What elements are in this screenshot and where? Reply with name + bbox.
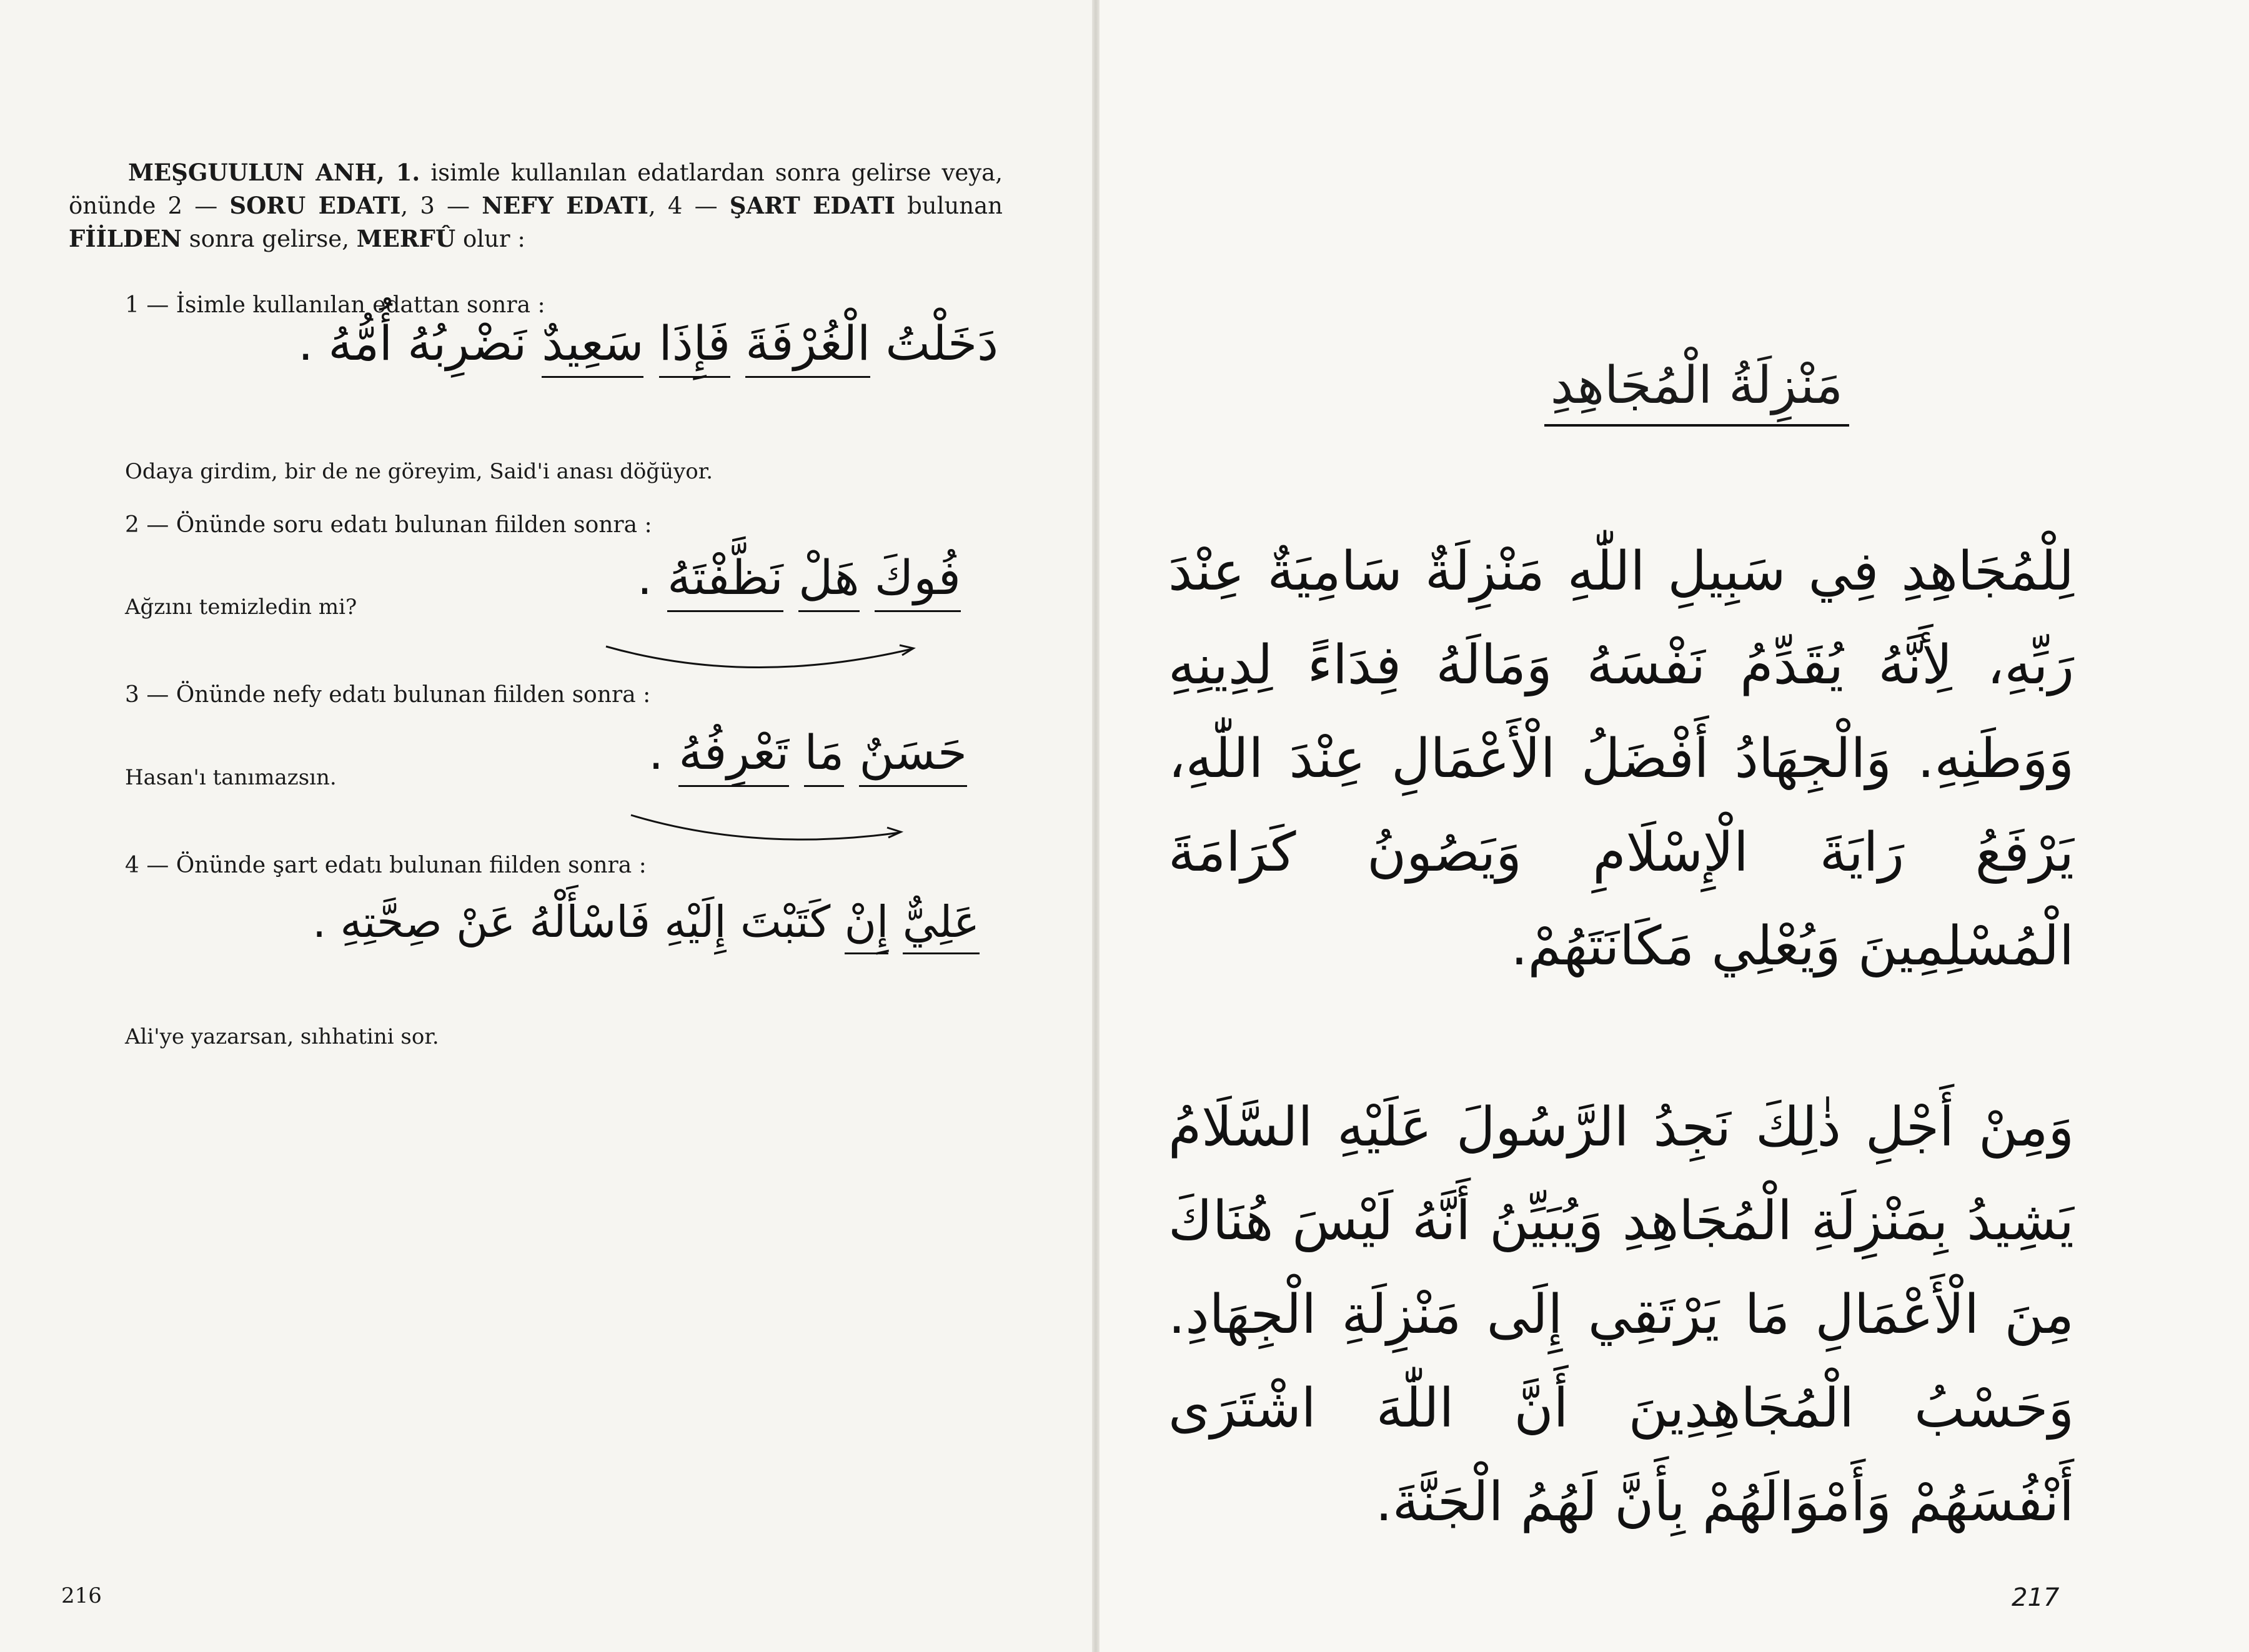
arabic-word: . <box>637 550 652 605</box>
intro-term: NEFY EDATI <box>482 192 648 219</box>
intro-text: , 4 — <box>648 192 730 219</box>
book-gutter <box>1092 0 1100 1652</box>
arabic-word: . <box>312 896 327 947</box>
intro-term: SORU EDATI <box>229 192 401 219</box>
arabic-word: أُمُّهُ <box>328 315 393 371</box>
arabic-word: . <box>298 315 314 371</box>
section-2-heading: 2 — Önünde soru edatı bulunan fiilden sonra : <box>125 512 652 538</box>
arabic-word: صِحَّتِهِ <box>340 896 442 947</box>
section-3-translation: Hasan'ı tanımazsın. <box>125 765 337 790</box>
reference-arrow <box>625 809 912 853</box>
intro-text: isimle kullanılan edatlardan sonra gelirse veya, önünde 2 — <box>69 159 1003 219</box>
arabic-word: هَلْ <box>798 550 860 612</box>
right-page <box>1100 0 2249 1652</box>
section-4-translation: Ali'ye yazarsan, sıhhatini sor. <box>125 1024 439 1049</box>
arabic-word: فَاسْأَلْهُ <box>529 896 651 947</box>
arabic-word: دَخَلْتُ <box>885 315 998 371</box>
section-1-heading: 1 — İsimle kullanılan edattan sonra : <box>125 292 545 318</box>
page-number-right: 217 <box>2012 1583 2060 1612</box>
arabic-word: نَضْرِبُهُ <box>407 315 527 371</box>
section-3-arabic <box>648 725 967 787</box>
arabic-word: نَظَّفْتَهُ <box>667 550 783 612</box>
section-1-translation: Odaya girdim, bir de ne göreyim, Said'i anası döğüyor. <box>125 459 713 484</box>
arabic-word: سَعِيدٌ <box>542 315 643 378</box>
arabic-word: إِلَيْهِ <box>664 896 727 947</box>
section-1-arabic <box>298 315 998 378</box>
page-number-left: 216 <box>61 1583 102 1608</box>
intro-text: olur : <box>455 225 525 252</box>
arabic-word: إِنْ <box>845 896 889 954</box>
intro-term: ŞART EDATI <box>729 192 895 219</box>
arabic-word: فُوكَ <box>875 550 961 612</box>
left-page <box>0 0 1092 1652</box>
intro-term: FİİLDEN <box>69 225 182 252</box>
section-4-heading: 4 — Önünde şart edatı bulunan fiilden sonra : <box>125 853 647 878</box>
intro-text: , 3 — <box>400 192 482 219</box>
reference-arrow <box>600 640 925 684</box>
intro-term: MERFÛ <box>356 225 456 252</box>
page-title: مَنْزِلَةُ الْمُجَاهِدِ <box>1544 356 1849 427</box>
arabic-word: فَإِذَا <box>659 315 730 378</box>
arabic-paragraph-2: وَمِنْ أَجْلِ ذٰلِكَ نَجِدُ الرَّسُولَ عَلَيْهِ السَّلَامُ يَشِيدُ بِمَنْزِلَةِ الْمُجَاهِدِ وَيُبَيِّنُ أَنَّهُ لَيْسَ هُنَاكَ مِنَ الْأَعْمَالِ مَا يَرْتَقِي إِلَى مَنْزِلَةِ الْجِهَادِ. وَحَسْبُ الْمُجَاهِدِينَ أَنَّ اللّٰهَ اشْتَرَى أَنْفُسَهُمْ وَأَمْوَالَهُمْ بِأَنَّ لَهُمُ الْجَنَّةَ. <box>1168 1096 2074 1533</box>
arabic-word: عَنْ <box>456 896 516 947</box>
intro-text: sonra gelirse, <box>182 225 357 252</box>
section-3-heading: 3 — Önünde nefy edatı bulunan fiilden sonra : <box>125 682 651 708</box>
section-4-arabic <box>312 896 980 954</box>
arabic-word: الْغُرْفَةَ <box>745 315 870 378</box>
arabic-word: تَعْرِفُهُ <box>678 725 789 787</box>
arabic-word: مَا <box>804 725 844 787</box>
section-2-translation: Ağzını temizledin mi? <box>125 595 357 620</box>
arabic-word: حَسَنٌ <box>859 725 967 787</box>
section-2-arabic <box>637 550 961 612</box>
intro-text: bulunan <box>895 192 1003 219</box>
arabic-word: . <box>648 725 664 780</box>
arabic-word: عَلِيٌّ <box>903 896 980 954</box>
intro-term: MEŞGUULUN ANH, 1. <box>128 159 420 186</box>
arabic-paragraph-1: لِلْمُجَاهِدِ فِي سَبِيلِ اللّٰهِ مَنْزِلَةٌ سَامِيَةٌ عِنْدَ رَبِّهِ، لِأَنَّهُ يُقَدِّمُ نَفْسَهُ وَمَالَهُ فِدَاءً لِدِينِهِ وَوَطَنِهِ. وَالْجِهَادُ أَفْضَلُ الْأَعْمَالِ عِنْدَ اللّٰهِ، يَرْفَعُ رَايَةَ الْإِسْلَامِ وَيَصُونُ كَرَامَةَ الْمُسْلِمِينَ وَيُعْلِي مَكَانَتَهُمْ. <box>1168 540 2074 977</box>
intro-paragraph <box>69 156 1003 255</box>
arabic-word: كَتَبْتَ <box>740 896 831 947</box>
